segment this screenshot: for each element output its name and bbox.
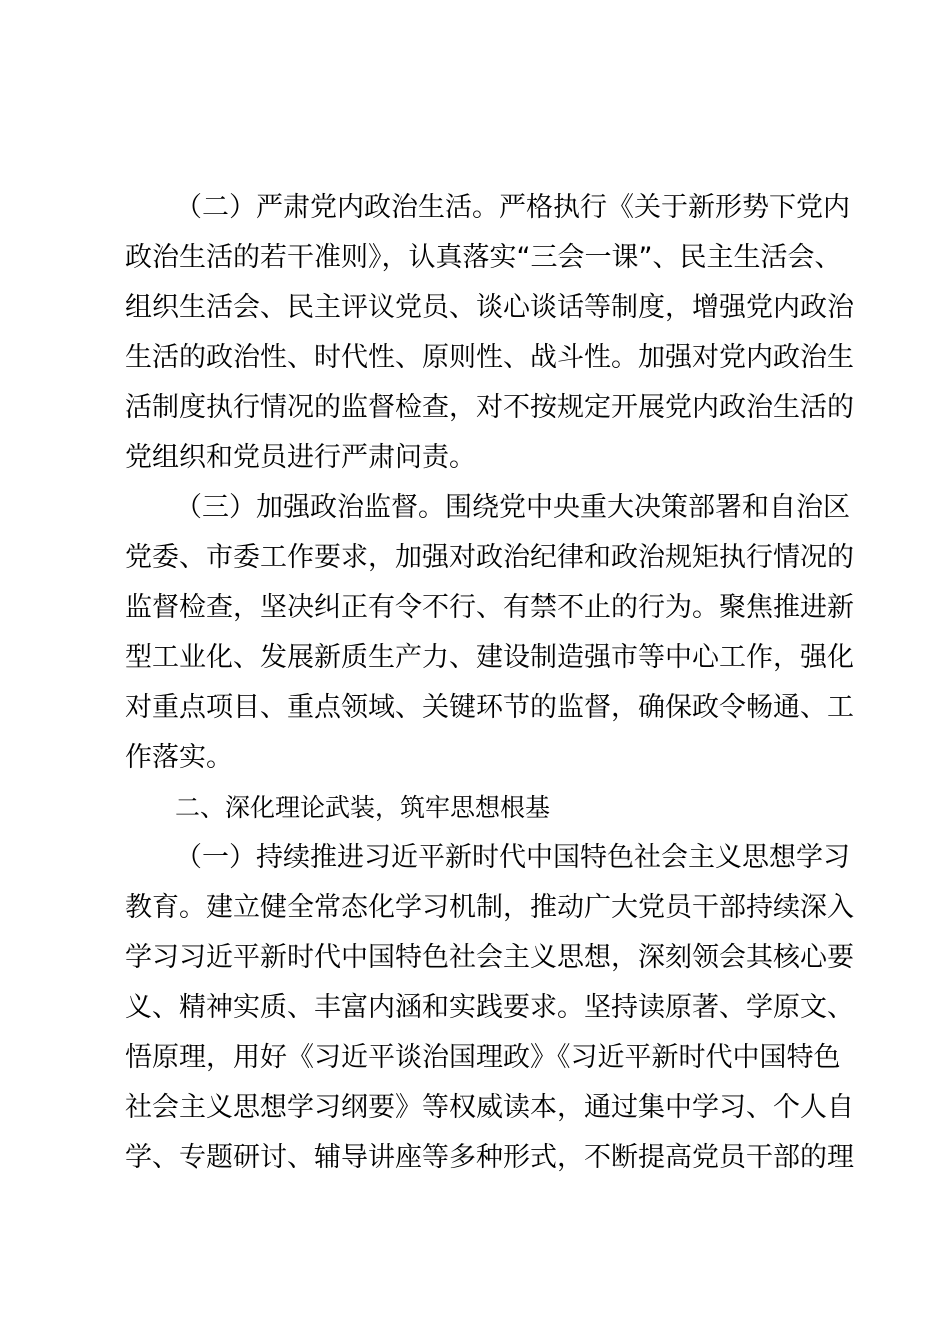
paragraph-line: 党委、市委工作要求，加强对政治纪律和政治规矩执行情况的 <box>125 542 854 573</box>
paragraph-line: 作落实。 <box>125 742 233 773</box>
paragraph-line: 党组织和党员进行严肃问责。 <box>125 442 476 473</box>
paragraph-line: 生活的政治性、时代性、原则性、战斗性。加强对党内政治生 <box>125 342 854 373</box>
paragraph-line: 社会主义思想学习纲要》等权威读本，通过集中学习、个人自 <box>125 1092 854 1123</box>
paragraph-line: （三）加强政治监督。围绕党中央重大决策部署和自治区 <box>175 492 850 523</box>
paragraph-line: （一）持续推进习近平新时代中国特色社会主义思想学习 <box>175 842 850 873</box>
paragraph-line: 教育。建立健全常态化学习机制，推动广大党员干部持续深入 <box>125 892 854 923</box>
section-heading: 二、深化理论武装，筑牢思想根基 <box>175 793 551 822</box>
paragraph-line: 学、专题研讨、辅导讲座等多种形式，不断提高党员干部的理 <box>125 1142 854 1173</box>
paragraph-line: 悟原理，用好《习近平谈治国理政》《习近平新时代中国特色 <box>125 1042 841 1073</box>
paragraph-line: （二）严肃党内政治生活。严格执行《关于新形势下党内 <box>175 192 850 223</box>
paragraph-line: 组织生活会、民主评议党员、谈心谈话等制度，增强党内政治 <box>125 292 854 323</box>
paragraph-line: 义、精神实质、丰富内涵和实践要求。坚持读原著、学原文、 <box>125 992 854 1023</box>
paragraph-line: 对重点项目、重点领域、关键环节的监督，确保政令畅通、工 <box>125 692 854 723</box>
paragraph-line: 政治生活的若干准则》，认真落实“三会一课”、民主生活会、 <box>125 242 842 273</box>
paragraph-line: 监督检查，坚决纠正有令不行、有禁不止的行为。聚焦推进新 <box>125 592 854 623</box>
paragraph-line: 型工业化、发展新质生产力、建设制造强市等中心工作，强化 <box>125 642 854 673</box>
paragraph-line: 活制度执行情况的监督检查，对不按规定开展党内政治生活的 <box>125 392 854 423</box>
paragraph-line: 学习习近平新时代中国特色社会主义思想，深刻领会其核心要 <box>125 942 854 973</box>
